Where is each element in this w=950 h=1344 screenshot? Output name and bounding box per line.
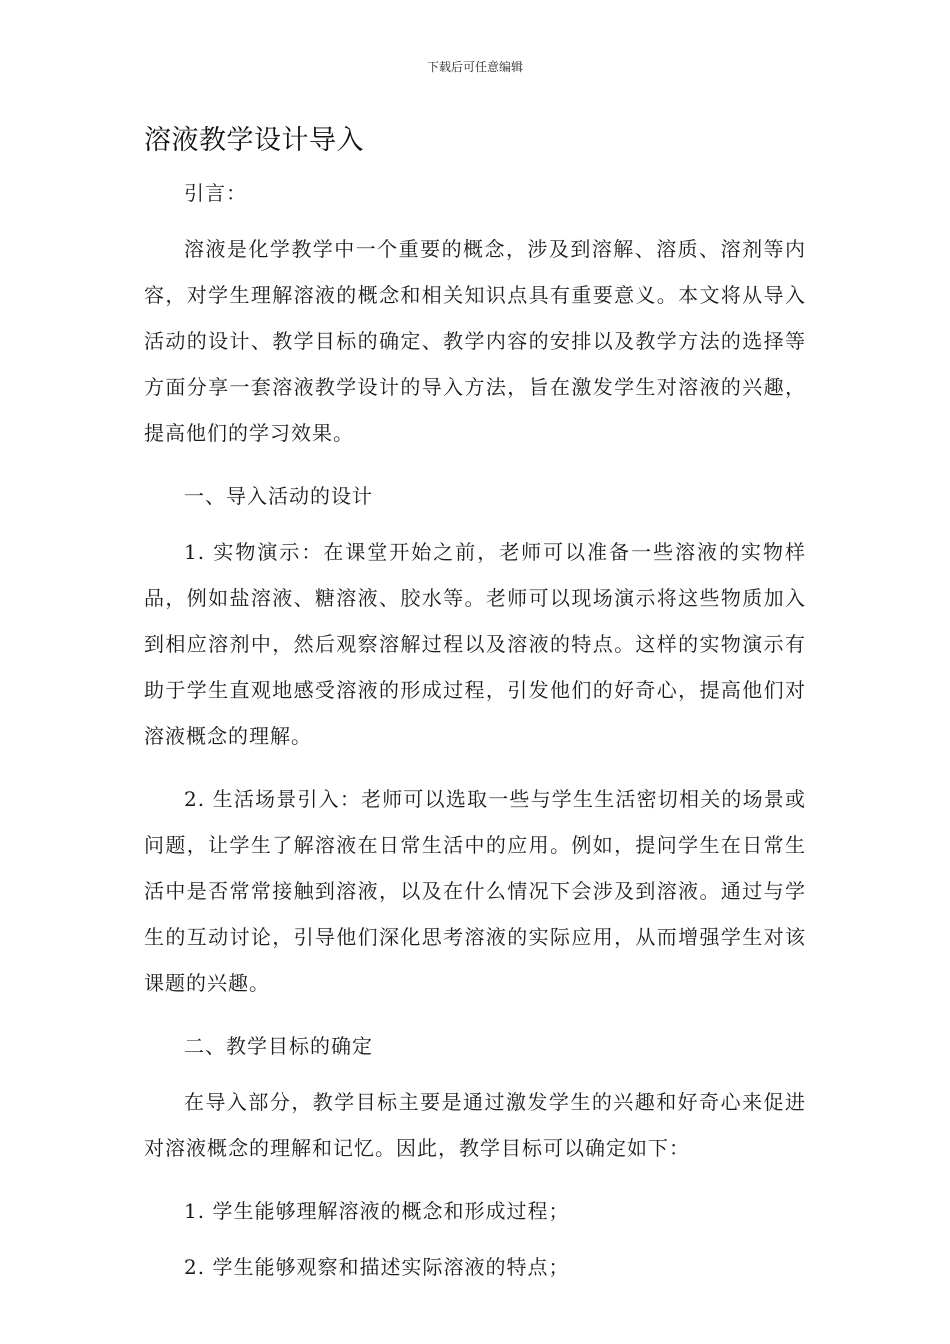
section-heading-2: 二、教学目标的确定 [184,1034,373,1058]
paragraph-intro-label: 引言： [184,181,247,205]
paragraph-item-2: 2. 生活场景引入：老师可以选取一些与学生生活密切相关的场景或问题，让学生了解溶液在日常生活中的应用。例如，提问学生在日常生活中是否常常接触到溶液，以及在什么情况下会涉及到溶液。通过与学生的互动讨论，引导他们深化思考溶液的实际应用，从而增强学生对该课题的兴趣。 [144,787,806,995]
goal-item-1: 1. 学生能够理解溶液的概念和形成过程； [184,1199,570,1223]
header-note: 下载后可任意编辑 [426,60,523,74]
document-title: 溶液教学设计导入 [144,125,364,156]
paragraph-goals: 在导入部分，教学目标主要是通过激发学生的兴趣和好奇心来促进对溶液概念的理解和记忆。因此，教学目标可以确定如下： [144,1090,806,1160]
section-heading-1: 一、导入活动的设计 [184,484,373,508]
paragraph-intro: 溶液是化学教学中一个重要的概念，涉及到溶解、溶质、溶剂等内容，对学生理解溶液的概念和相关知识点具有重要意义。本文将从导入活动的设计、教学目标的确定、教学内容的安排以及教学方法的选择等方面分享一套溶液教学设计的导入方法，旨在激发学生对溶液的兴趣，提高他们的学习效果。 [144,237,806,445]
paragraph-item-1: 1. 实物演示：在课堂开始之前，老师可以准备一些溶液的实物样品，例如盐溶液、糖溶液、胶水等。老师可以现场演示将这些物质加入到相应溶剂中，然后观察溶解过程以及溶液的特点。这样的实物演示有助于学生直观地感受溶液的形成过程，引发他们的好奇心，提高他们对溶液概念的理解。 [144,540,806,748]
document-body [144,170,806,1300]
goal-item-2: 2. 学生能够观察和描述实际溶液的特点； [184,1255,570,1279]
